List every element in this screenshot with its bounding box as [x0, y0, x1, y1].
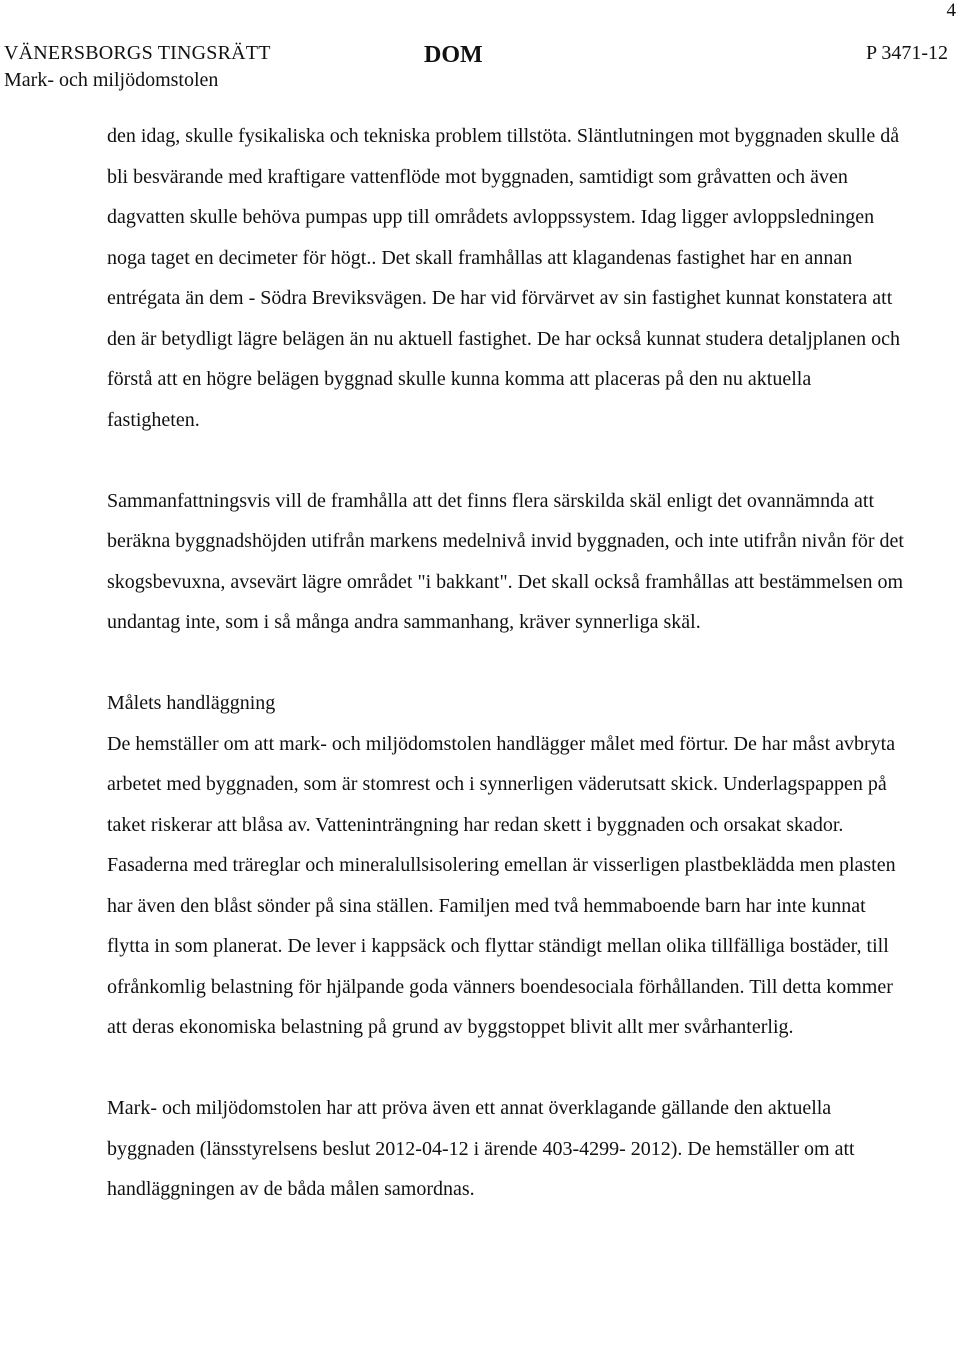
case-number: P 3471-12 — [865, 42, 948, 64]
paragraph-coordination: Mark- och miljödomstolen har att pröva även ett annat överklagande gällande den aktuella byggnaden (länsstyrelsens beslut 2012-04-12 i ärende 403-4299- 2012). De hemställer om att handläggningen av de båda målen samordnas. — [107, 1097, 855, 1200]
document-body — [107, 116, 907, 1210]
paragraph-summary: Sammanfattningsvis vill de framhålla att det finns flera särskilda skäl enligt det ovannämnda att beräkna byggnadshöjden utifrån markens medelnivå invid byggnaden, och inte utifrån nivån för det skogsbevuxna, avsevärt lägre området "i bakkant". Det skall också framhållas att bestämmelsen om undantag inte, som i så många andra sammanhang, kräver synnerliga skäl. — [107, 489, 904, 633]
paragraph-gap — [107, 440, 907, 481]
page-number: 4 — [946, 0, 956, 21]
court-division: Mark- och miljödomstolen — [4, 69, 219, 91]
paragraph-gap — [107, 1048, 907, 1089]
court-name: VÄNERSBORGS TINGSRÄTT — [4, 42, 271, 64]
document-type: DOM — [424, 42, 483, 68]
paragraph-continuation: den idag, skulle fysikaliska och tekniska problem tillstöta. Släntlutningen mot byggnaden skulle då bli besvärande med kraftigare vattenflöde mot byggnaden, samtidigt som gråvatten och även dagvatten skulle behöva pumpas upp till områdets avloppssystem. Idag ligger avloppsledningen noga taget en decimeter för högt.. Det skall framhållas att klagandenas fastighet har en annan entrégata än dem - Södra Breviksvägen. De har vid förvärvet av sin fastighet kunnat konstatera att den är betydligt lägre belägen än nu aktuell fastighet. De har också kunnat studera detaljplanen och förstå att en högre belägen byggnad skulle kunna komma att placeras på den nu aktuella fastigheten. — [107, 125, 901, 431]
document-header — [4, 40, 948, 96]
section-heading: Målets handläggning — [107, 692, 276, 714]
paragraph-gap — [107, 643, 907, 684]
paragraph-handling: De hemställer om att mark- och miljödomstolen handlägger målet med förtur. De har måst avbryta arbetet med byggnaden, som är stomrest och i synnerligen väderutsatt skick. Underlagspappen på taket riskerar att blåsa av. Vatteninträngning har redan skett i byggnaden och orsakat skador. Fasaderna med träreglar och mineralullsisolering emellan är visserligen plastbeklädda men plasten har även den blåst sönder på sina ställen. Familjen med två hemmaboende barn har inte kunnat flytta in som planerat. De lever i kappsäck och flyttar ständigt mellan olika tillfälliga bostäder, till ofrånkomlig belastning för hjälpande goda vänners boendesociala förhållanden. Till detta kommer att deras ekonomiska belastning på grund av byggstoppet blivit allt mer svårhanterlig. — [107, 732, 896, 1038]
